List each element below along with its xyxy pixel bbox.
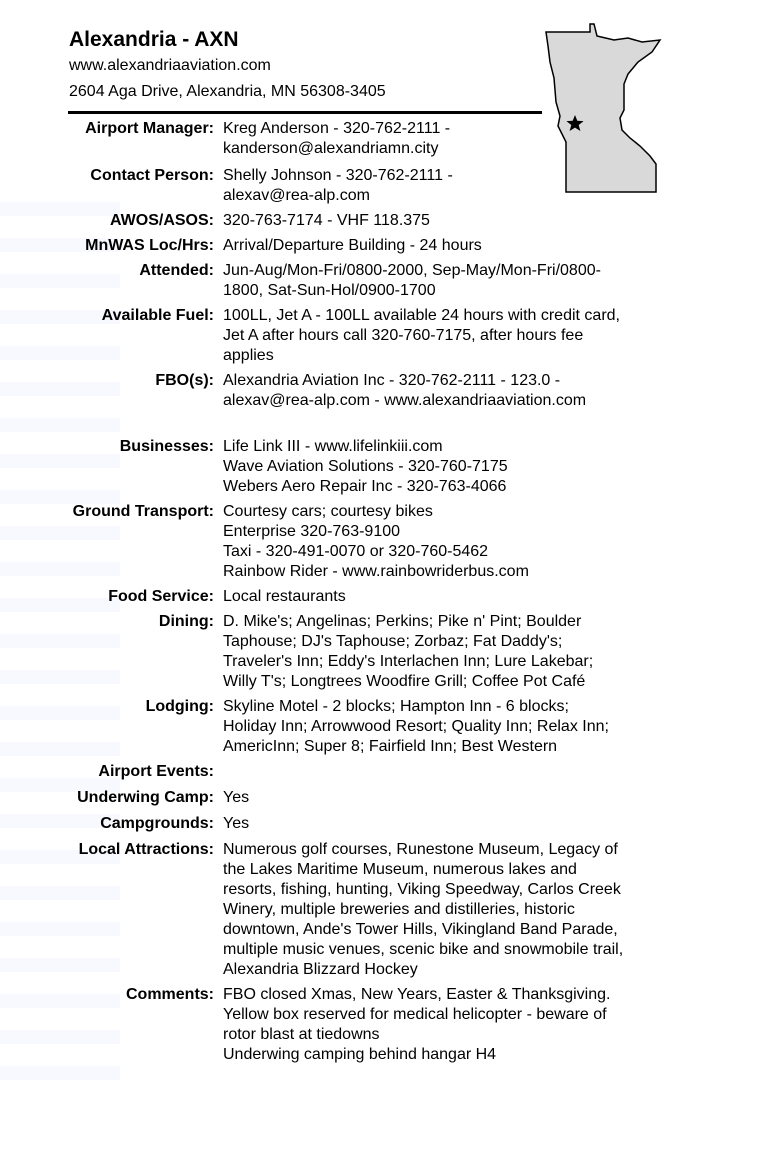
airport-website: www.alexandriaaviation.com (69, 57, 271, 74)
airport-info-fields (0, 119, 768, 1070)
airport-title: Alexandria - AXN (69, 28, 239, 51)
field-businesses: Businesses: Life Link III - www.lifelinkiii.com Wave Aviation Solutions - 320-760-7175 Webers Aero Repair Inc - 320-763-4066 (119, 438, 508, 495)
field-comments: Comments: FBO closed Xmas, New Years, Easter & Thanksgiving. Yellow box reserved for medical helicopter - beware of rotor blast at tiedowns Underwing camping behind hangar H4 (125, 986, 611, 1063)
field-dining: Dining: D. Mike's; Angelinas; Perkins; Pike n' Pint; Boulder Taphouse; DJ's Taphouse; Zorbaz; Fat Daddy's; Traveler's Inn; Eddy's Interlachen Inn; Lure Lakebar; Willy T's; Longtrees Woodfire Grill; Coffee Pot Café (158, 613, 594, 690)
field-mnwas: MnWAS Loc/Hrs: Arrival/Departure Building - 24 hours (85, 237, 482, 254)
field-awos: AWOS/ASOS: 320-763-7174 - VHF 118.375 (109, 212, 430, 229)
field-contact-person: Contact Person: Shelly Johnson - 320-762-2111 - alexav@rea-alp.com (90, 167, 453, 204)
field-food-service: Food Service: Local restaurants (108, 588, 346, 605)
field-ground-transport: Ground Transport: Courtesy cars; courtesy bikes Enterprise 320-763-9100 Taxi - 320-491-0070 or 320-760-5462 Rainbow Rider - www.rainbowriderbus.com (72, 503, 529, 580)
field-airport-events: Airport Events: (98, 763, 214, 780)
field-available-fuel: Available Fuel: 100LL, Jet A - 100LL available 24 hours with credit card, Jet A after hours call 320-760-7175, after hours fee applies (101, 307, 620, 364)
field-campgrounds: Campgrounds: Yes (100, 815, 250, 832)
header-divider (68, 111, 542, 114)
field-attended: Attended: Jun-Aug/Mon-Fri/0800-2000, Sep-May/Mon-Fri/0800- 1800, Sat-Sun-Hol/0900-1700 (139, 262, 601, 299)
field-airport-manager: Airport Manager: Kreg Anderson - 320-762-2111 - kanderson@alexandriamn.city (85, 120, 451, 157)
airport-address: 2604 Aga Drive, Alexandria, MN 56308-3405 (69, 83, 386, 100)
header (69, 27, 386, 105)
field-fbo: FBO(s): Alexandria Aviation Inc - 320-762-2111 - 123.0 - alexav@rea-alp.com - www.alexandriaaviation.com (155, 372, 587, 409)
field-underwing-camp: Underwing Camp: Yes (77, 789, 250, 806)
field-lodging: Lodging: Skyline Motel - 2 blocks; Hampton Inn - 6 blocks; Holiday Inn; Arrowwood Resort; Quality Inn; Relax Inn; AmericInn; Super 8; Fairfield Inn; Best Western (145, 698, 609, 755)
field-local-attractions: Local Attractions: Numerous golf courses, Runestone Museum, Legacy of the Lakes Maritime Museum, numerous lakes and resorts, fishing, hunting, Viking Speedway, Carlos Creek Winery, multiple breweries and distilleries, historic downtown, Ande's Tower Hills, Vikingland Band Parade, multiple music venues, scenic bike and snowmobile trail, Alexandria Blizzard Hockey (78, 841, 624, 978)
